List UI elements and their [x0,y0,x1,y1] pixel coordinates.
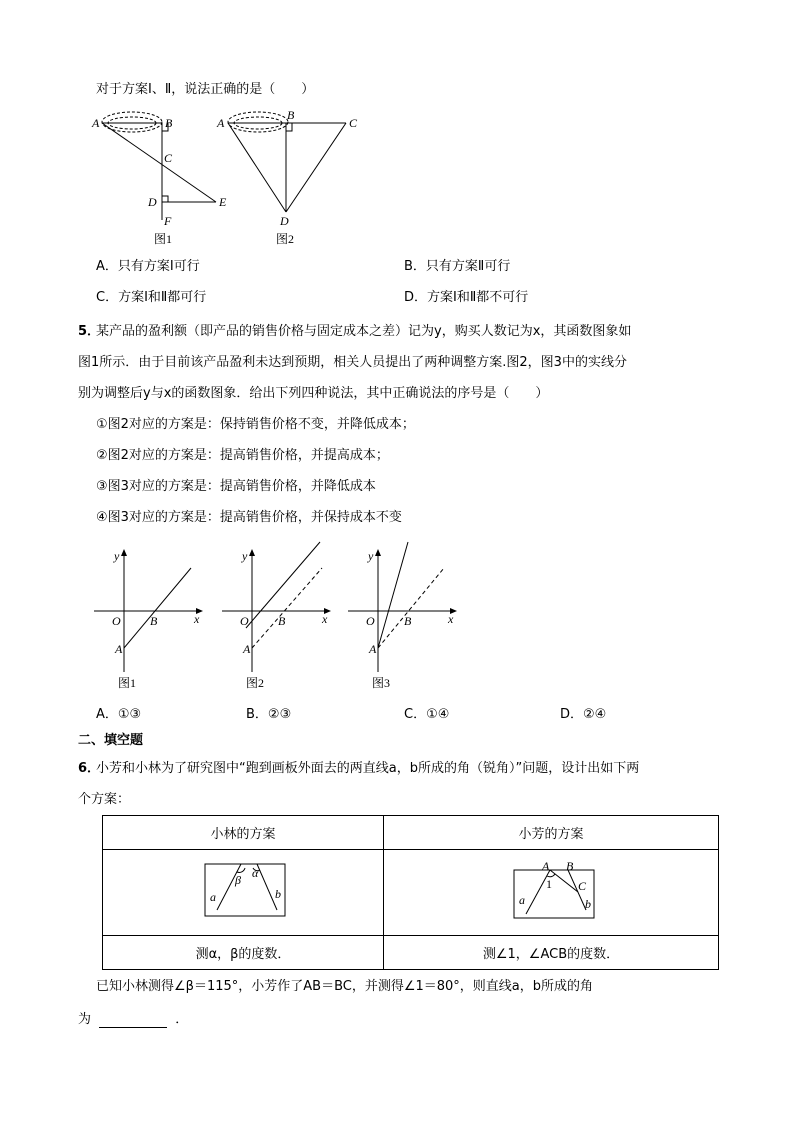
q5-statement-3: ③图3对应的方案是：提高销售价格，并降低成本 [96,479,376,494]
q6-plan-table [102,815,719,970]
g1-label-A: A [115,642,123,656]
fig2-label-D: D [280,214,289,228]
g3-label-x: x [448,612,454,626]
table-header-xiaofang: 小芳的方案 [384,816,719,850]
g3-label-B: B [404,614,412,628]
answer-blank[interactable] [99,1015,167,1028]
g2-label-y: y [242,549,248,563]
q5-statement-1: ①图2对应的方案是：保持销售价格不变，并降低成本； [96,417,415,432]
g3-label-O: O [366,614,375,628]
g3-caption: 图3 [372,676,391,690]
q5-stem-line-3: 别为调整后y与x的函数图象．给出下列四种说法，其中正确说法的序号是（ ） [78,386,549,401]
fig1-line-AE [102,123,216,202]
table-figure-left-cell [103,850,384,936]
xiaofang-label-A: A [542,859,550,873]
g2-label-B: B [278,614,286,628]
g3-label-A: A [369,642,377,656]
g1-label-O: O [112,614,121,628]
xiaolin-line-b [257,864,277,910]
g1-line-solid [124,568,191,648]
fig1-label-E: E [219,195,227,209]
fig1-label-C: C [164,151,173,165]
g2-caption: 图2 [246,676,265,690]
fig2-caption: 图2 [276,232,295,246]
q5-statement-4: ④图3对应的方案是：提高销售价格，并保持成本不变 [96,510,402,525]
q6-tail-suffix: ． [175,1012,189,1027]
q5-option-c: C．①④ [404,707,450,722]
g1-label-x: x [194,612,200,626]
section-title: 二、填空题 [78,733,144,748]
g3-line-dashed [378,568,444,648]
g2-label-A: A [243,642,251,656]
q6-tail-prefix: 为 [78,1012,92,1027]
table-figure-right-cell [384,850,719,936]
g3-label-y: y [368,549,374,563]
xiaofang-label-C: C [578,879,587,893]
table-note-left: 测α，β的度数． [103,936,384,970]
q4-stem: 对于方案Ⅰ、Ⅱ，说法正确的是（ ） [96,82,315,97]
q6-number: 6． [78,761,101,776]
table-header-xiaolin: 小林的方案 [103,816,384,850]
q5-graph-3 [344,542,464,692]
fig1-label-B: B [165,116,173,130]
xiaofang-label-1: 1 [546,877,552,891]
fig2-label-C: C [349,116,358,130]
fig1-caption: 图1 [154,232,173,246]
fig1-label-F: F [164,214,172,228]
g1-label-B: B [150,614,158,628]
q5-option-b: B．②③ [246,707,292,722]
q5-graph-1 [90,542,210,692]
q4-option-c: C．方案Ⅰ和Ⅱ都可行 [96,290,207,305]
xiaolin-label-alpha: α [252,866,259,880]
q6-tail-line-1: 已知小林测得∠β＝115°，小芳作了AB＝BC，并测得∠1＝80°，则直线a，b所成的角 [96,979,594,994]
q5-option-a: A．①③ [96,707,142,722]
xiaofang-figure [514,860,598,920]
fig2-label-A: A [217,116,225,130]
q6-stem-line-1: 小芳和小林为了研究图中“跑到画板外面去的两直线a，b所成的角（锐角）”问题，设计出如下两 [96,761,640,776]
q4-option-b: B．只有方案Ⅱ可行 [404,259,511,274]
xiaofang-label-b: b [585,897,591,911]
g3-line-solid [378,542,408,648]
q5-graph-2 [218,542,338,692]
fig2-line-AD [228,123,286,212]
q5-statement-2: ②图2对应的方案是：提高销售价格，并提高成本； [96,448,389,463]
xiaofang-label-B: B [566,859,574,873]
q5-number: 5． [78,324,101,339]
q4-option-d: D．方案Ⅰ和Ⅱ都不可行 [404,290,529,305]
fig1-right-angle-D [162,196,168,202]
q5-stem-line-1: 某产品的盈利额（即产品的销售价格与固定成本之差）记为y，购买人数记为x，其函数图象如 [96,324,632,339]
q4-figure-2 [214,108,364,248]
q4-option-a: A．只有方案Ⅰ可行 [96,259,200,274]
xiaolin-label-b: b [275,887,281,901]
xiaofang-segment-AC [550,870,578,892]
g2-label-x: x [322,612,328,626]
q5-option-d: D．②④ [560,707,607,722]
q6-stem-line-2: 个方案： [78,792,131,807]
xiaolin-line-a [217,864,241,910]
g2-label-O: O [240,614,249,628]
xiaolin-label-beta: β [235,873,241,887]
xiaofang-board [514,870,594,918]
fig2-label-B: B [287,108,295,122]
xiaolin-board [205,864,285,916]
g1-label-y: y [114,549,120,563]
xiaolin-label-a: a [210,890,216,904]
q6-tail-line-2 [78,1012,188,1028]
xiaolin-figure [205,864,287,918]
table-note-right: 测∠1，∠ACB的度数． [384,936,719,970]
fig1-label-A: A [92,116,100,130]
fig2-line-CD [286,123,346,212]
fig1-label-D: D [148,195,157,209]
xiaofang-label-a: a [519,893,525,907]
q5-stem-line-2: 图1所示．由于目前该产品盈利未达到预期，相关人员提出了两种调整方案.图2，图3中的实线分 [78,355,627,370]
g1-caption: 图1 [118,676,137,690]
